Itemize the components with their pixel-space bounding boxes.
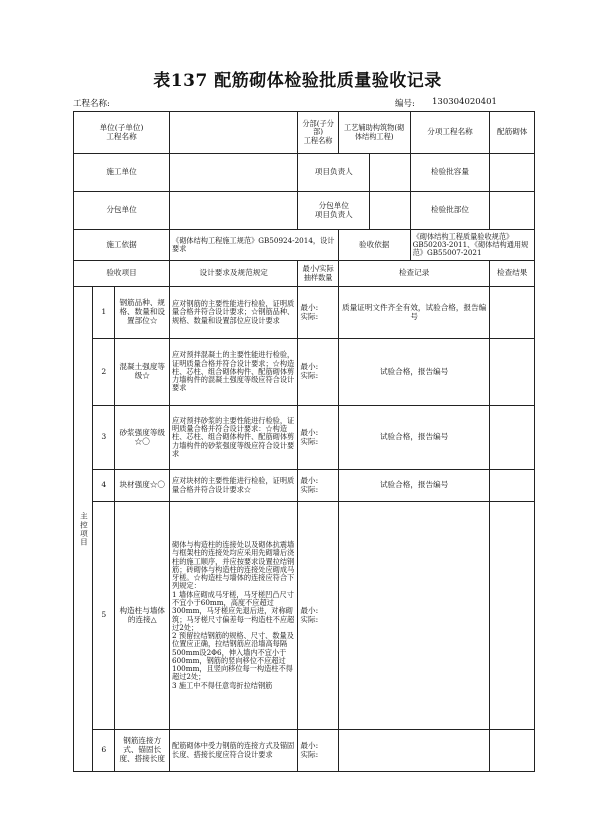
col-result-header: 检查结果 xyxy=(490,261,535,287)
inspection-form-table xyxy=(73,111,535,772)
acceptance-basis-label: 验收依据 xyxy=(338,230,410,261)
subdiv-value[interactable]: 工艺辅助构筑物(砌体结构工程) xyxy=(338,112,410,154)
row-number: 3 xyxy=(93,406,115,470)
header-row-subcontract xyxy=(74,192,535,230)
column-header-row xyxy=(74,261,535,287)
sampling-min: 最小: xyxy=(300,740,319,750)
row-record[interactable] xyxy=(338,502,490,730)
subcontract-unit-label: 分包单位 xyxy=(74,192,170,230)
acceptance-basis-value: 《砌体结构工程质量验收规范》GB50203-2011、《砌体结构通用规范》GB55007-2021 xyxy=(410,230,534,261)
sampling-actual: 实际: xyxy=(300,371,319,380)
sampling-min: 最小: xyxy=(300,427,319,437)
row-design: 应对预拌砂浆的主要性能进行检验，证明质量合格并符合设计要求：☆构造柱、芯柱、组合砌体构件、配筋砌体剪力墙构件的砂浆强度等级应符合设计要求 xyxy=(170,406,298,470)
table-row xyxy=(74,287,535,339)
table-row xyxy=(74,470,535,502)
header-row-construction xyxy=(74,154,535,192)
subcontract-manager-label: 分包单位 项目负责人 xyxy=(298,192,370,230)
subitem-label: 分项工程名称 xyxy=(410,112,490,154)
row-result[interactable] xyxy=(490,406,535,470)
basis-label: 施工依据 xyxy=(74,230,170,261)
sampling-actual: 实际: xyxy=(300,614,319,624)
sampling-min: 最小: xyxy=(300,475,319,485)
row-sampling[interactable] xyxy=(298,287,338,339)
sampling-actual: 实际: xyxy=(300,749,319,759)
row-record[interactable] xyxy=(338,730,490,772)
header-row-unit xyxy=(74,112,535,154)
row-sampling[interactable] xyxy=(298,406,338,470)
row-number: 2 xyxy=(93,339,115,406)
row-result[interactable] xyxy=(490,339,535,406)
row-design: 应对钢筋的主要性能进行检验，证明质量合格并符合设计要求；☆钢筋品种、规格、数量和设置部位应设计要求 xyxy=(170,287,298,339)
unit-label: 单位(子单位) 工程名称 xyxy=(74,112,170,154)
table-row xyxy=(74,406,535,470)
form-title: 表137 配筋砌体检验批质量验收记录 xyxy=(153,71,442,91)
row-sampling[interactable] xyxy=(298,730,338,772)
row-record: 试验合格，报告编号 xyxy=(338,339,490,406)
batch-location-value[interactable] xyxy=(490,192,535,230)
row-item: 块材强度☆〇 xyxy=(115,470,170,502)
main-control-label: 主控项目 xyxy=(74,287,93,772)
number-label: 编号: xyxy=(395,99,415,109)
row-design: 应对预拌混凝土的主要性能进行检验，证明质量合格并符合设计要求；☆构造柱、芯柱、组合砌体构件、配筋砌体剪力墙构件的混凝土强度等级应符合设计要求 xyxy=(170,339,298,406)
row-number: 5 xyxy=(93,502,115,730)
row-result[interactable] xyxy=(490,287,535,339)
row-item: 混凝土强度等级☆ xyxy=(115,339,170,406)
sampling-min: 最小: xyxy=(300,362,319,372)
table-row xyxy=(74,730,535,772)
table-row xyxy=(74,339,535,406)
number-value: 130304020401 xyxy=(432,97,497,107)
sampling-actual: 实际: xyxy=(300,311,319,321)
col-item-header: 验收项目 xyxy=(74,261,170,287)
col-sampling-header: 最小/实际 抽样数量 xyxy=(298,261,338,287)
sampling-actual: 实际: xyxy=(300,436,319,446)
row-item: 构造柱与墙体的连接△ xyxy=(115,502,170,730)
row-sampling[interactable] xyxy=(298,339,338,406)
row-item: 钢筋连接方式、锚固长度、搭接长度 xyxy=(115,730,170,772)
row-item: 砂浆强度等级☆〇 xyxy=(115,406,170,470)
construction-unit-value[interactable] xyxy=(170,154,298,192)
sampling-min: 最小: xyxy=(300,302,319,312)
subitem-value[interactable]: 配筋砌体 xyxy=(490,112,535,154)
batch-capacity-label: 检验批容量 xyxy=(410,154,490,192)
row-sampling[interactable] xyxy=(298,470,338,502)
row-record: 试验合格，报告编号 xyxy=(338,406,490,470)
row-design: 配筋砌体中受力钢筋的连接方式及锚固长度、搭接长度应符合设计要求 xyxy=(170,730,298,772)
row-item: 钢筋品种、规格、数量和设置部位☆ xyxy=(115,287,170,339)
basis-value: 《砌体结构工程施工规范》GB50924-2014，设计要求 xyxy=(170,230,339,261)
subdiv-label: 分部(子分部) 工程名称 xyxy=(298,112,338,154)
project-manager-value[interactable] xyxy=(370,154,410,192)
project-name-label: 工程名称: xyxy=(73,99,110,109)
row-design: 应对块材的主要性能进行检验，证明质量合格并符合设计要求☆ xyxy=(170,470,298,502)
row-number: 4 xyxy=(93,470,115,502)
batch-location-label: 检验批部位 xyxy=(410,192,490,230)
header-row-basis xyxy=(74,230,535,261)
row-sampling[interactable] xyxy=(298,502,338,730)
subcontract-manager-value[interactable] xyxy=(370,192,410,230)
unit-value[interactable] xyxy=(170,112,298,154)
project-manager-label: 项目负责人 xyxy=(298,154,370,192)
row-result[interactable] xyxy=(490,730,535,772)
subcontract-unit-value[interactable] xyxy=(170,192,298,230)
table-row xyxy=(74,502,535,730)
row-record: 试验合格，报告编号 xyxy=(338,470,490,502)
batch-capacity-value[interactable] xyxy=(490,154,535,192)
row-record: 质量证明文件齐全有效，试验合格，报告编号 xyxy=(338,287,490,339)
col-design-header: 设计要求及规范规定 xyxy=(170,261,298,287)
sampling-min: 最小: xyxy=(300,605,319,615)
row-design: 砌体与构造柱的连接处以及砌体抗震墙与框架柱的连接处均应采用先砌墙后浇柱的施工顺序，并应按要求设置拉结钢筋；砖砌体与构造柱的连接处应砌成马牙槎。☆构造柱与墙体的连接应符合下列规定： 1 墙体应砌成马牙槎，马牙槎凹凸尺寸不宜小于60mm，高度不应超过300mm，马牙槎应先退后进，对称砌筑；马牙槎尺寸偏差每一构造柱不应超过2处； 2 预留拉结钢筋的规格、尺寸、数量及位置应正确，拉结钢筋应沿墙高每隔500mm设2Φ6，伸入墙内不宜小于600mm，钢筋的竖向移位不应超过100mm，且竖向移位每一构造柱不得超过2处； 3 施工中不得任意弯折拉结钢筋 xyxy=(170,502,298,730)
col-record-header: 检查记录 xyxy=(338,261,490,287)
row-number: 6 xyxy=(93,730,115,772)
construction-unit-label: 施工单位 xyxy=(74,154,170,192)
row-number: 1 xyxy=(93,287,115,339)
row-result[interactable] xyxy=(490,470,535,502)
row-result[interactable] xyxy=(490,502,535,730)
sampling-actual: 实际: xyxy=(300,484,319,494)
